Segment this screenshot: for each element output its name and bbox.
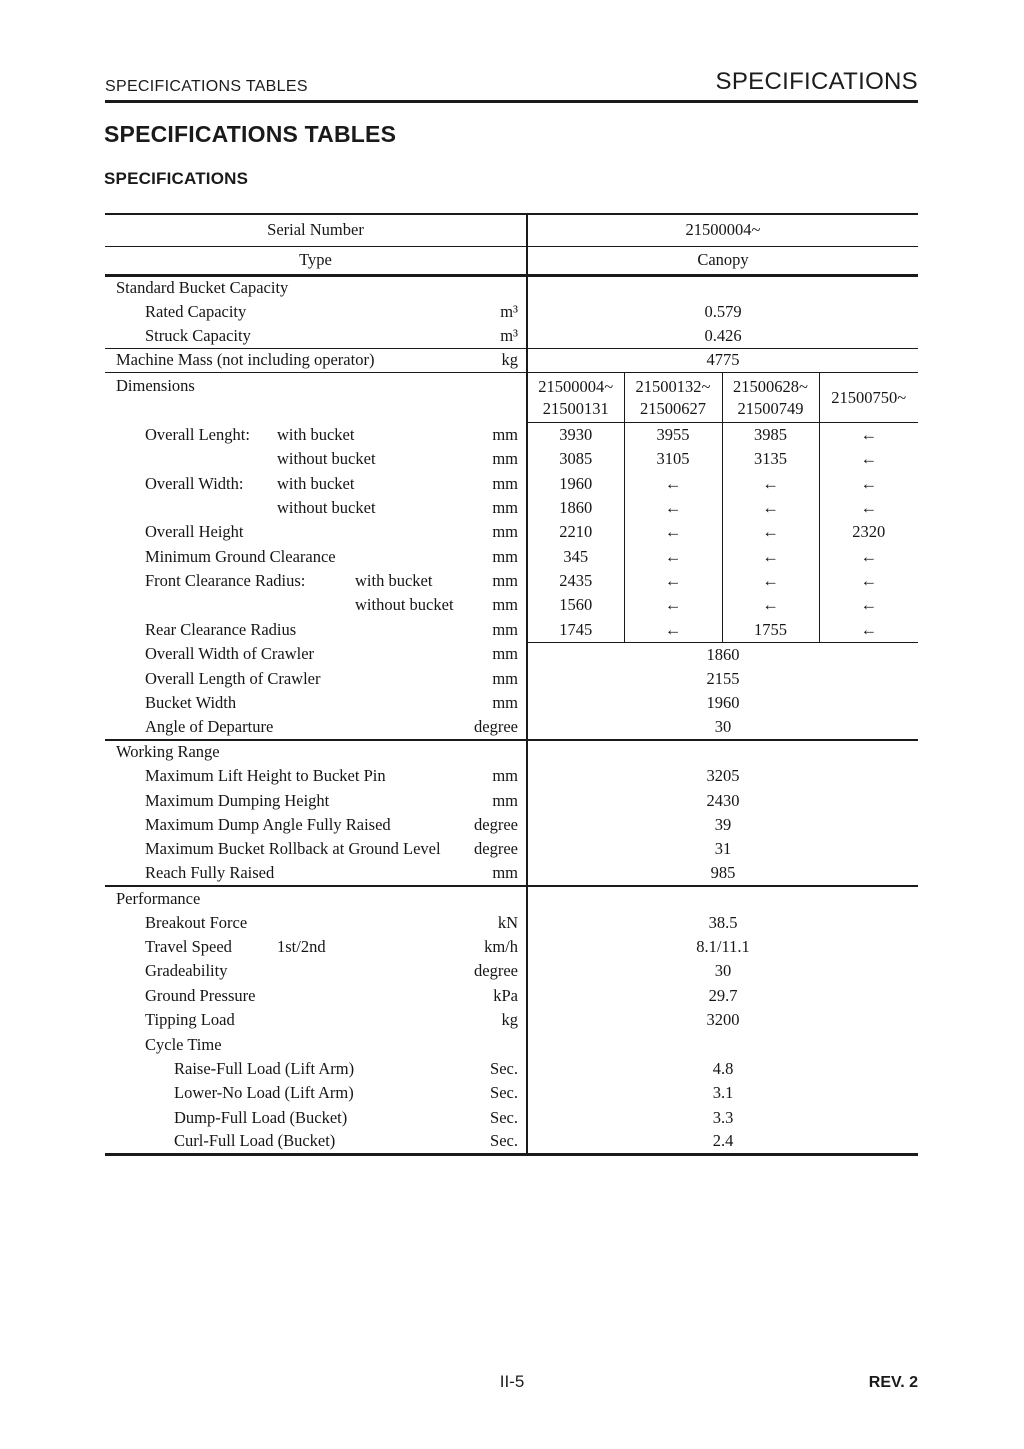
serial-range-line: 21500750~: [831, 387, 907, 407]
value-cell: 30: [527, 959, 918, 983]
value-cell: ←: [624, 569, 722, 593]
row-unit: kPa: [493, 985, 518, 1005]
value-cell: 29.7: [527, 984, 918, 1008]
value-cell: 2435: [527, 569, 624, 593]
row-label-cell: [105, 214, 527, 246]
table-row: [105, 373, 918, 423]
table-row: [105, 299, 918, 323]
row-unit: mm: [492, 522, 518, 542]
value-cell: 3135: [722, 447, 819, 471]
row-sublabel: with bucket: [277, 473, 355, 493]
table-row: [105, 246, 918, 275]
row-sublabel: without bucket: [355, 595, 454, 615]
row-label-cell: [105, 740, 527, 764]
row-label-cell: [105, 423, 527, 447]
value-cell: 0.426: [527, 324, 918, 348]
row-label-cell: [105, 520, 527, 544]
table-row: [105, 324, 918, 348]
value-cell: 1860: [527, 642, 918, 666]
value-cell: 2430: [527, 788, 918, 812]
row-label: Ground Pressure: [145, 985, 256, 1005]
table-row: [105, 935, 918, 959]
row-label: Overall Height: [145, 522, 244, 542]
table-row: [105, 715, 918, 739]
row-sublabel: without bucket: [277, 497, 376, 517]
value-cell: 3105: [624, 447, 722, 471]
row-label-cell: [105, 447, 527, 471]
row-label-cell: [105, 764, 527, 788]
value-cell: 0.579: [527, 299, 918, 323]
row-unit: mm: [492, 449, 518, 469]
row-unit: mm: [492, 863, 518, 883]
table-row: [105, 862, 918, 886]
row-label: Travel Speed: [145, 936, 232, 956]
table-row: [105, 214, 918, 246]
row-label-cell: [105, 862, 527, 886]
value-cell: ←: [624, 593, 722, 617]
value-cell: 38.5: [527, 910, 918, 934]
row-unit: mm: [492, 668, 518, 688]
value-cell: ←: [819, 471, 918, 495]
row-label: Tipping Load: [145, 1010, 235, 1030]
row-label-cell: [105, 246, 527, 275]
table-row: [105, 275, 918, 299]
row-label-cell: [105, 1081, 527, 1105]
row-unit: mm: [492, 595, 518, 615]
row-label: Lower-No Load (Lift Arm): [174, 1083, 354, 1103]
value-cell: ←: [722, 496, 819, 520]
value-cell: ←: [722, 593, 819, 617]
row-unit: m³: [500, 325, 518, 345]
table-row: [105, 1106, 918, 1130]
value-cell: Canopy: [527, 246, 918, 275]
table-row: [105, 447, 918, 471]
row-label: Maximum Dump Angle Fully Raised: [145, 815, 391, 834]
row-unit: mm: [492, 546, 518, 566]
table-row: [105, 1008, 918, 1032]
table-row: [105, 959, 918, 983]
value-cell: 39: [527, 813, 918, 837]
row-label-cell: [105, 984, 527, 1008]
value-cell: ←: [624, 520, 722, 544]
row-unit: mm: [492, 766, 518, 786]
table-row: [105, 666, 918, 690]
row-sublabel: 1st/2nd: [277, 936, 326, 956]
table-row: [105, 1130, 918, 1154]
value-cell: 1560: [527, 593, 624, 617]
value-cell: 1960: [527, 691, 918, 715]
row-label-cell: [105, 593, 527, 617]
value-cell: 2155: [527, 666, 918, 690]
row-unit: mm: [492, 619, 518, 639]
serial-range-cell: [527, 373, 624, 423]
value-cell: 31: [527, 837, 918, 861]
value-cell: ←: [819, 496, 918, 520]
table-row: [105, 984, 918, 1008]
value-cell: 3.1: [527, 1081, 918, 1105]
row-sublabel: without bucket: [277, 449, 376, 469]
row-unit: Sec.: [490, 1083, 518, 1103]
row-label: Overall Length of Crawler: [145, 668, 321, 688]
row-sublabel: with bucket: [355, 571, 433, 591]
row-label: Overall Lenght:: [145, 424, 250, 444]
row-unit: mm: [492, 497, 518, 517]
row-label-cell: [105, 1032, 527, 1056]
value-cell: ←: [819, 423, 918, 447]
value-cell: ←: [624, 471, 722, 495]
value-cell: 3200: [527, 1008, 918, 1032]
row-label: Type: [299, 250, 332, 269]
row-label: Maximum Lift Height to Bucket Pin: [145, 766, 386, 786]
serial-range-line: 21500132~: [635, 376, 711, 396]
value-cell: ←: [722, 569, 819, 593]
row-label-cell: [105, 642, 527, 666]
row-label: Minimum Ground Clearance: [145, 546, 336, 566]
row-label-cell: [105, 545, 527, 569]
row-unit: mm: [492, 473, 518, 493]
table-row: [105, 764, 918, 788]
table-row: [105, 1057, 918, 1081]
row-unit: degree: [474, 716, 518, 736]
value-cell: 4.8: [527, 1057, 918, 1081]
serial-range-line: 21500004~: [538, 376, 614, 396]
row-label-cell: [105, 910, 527, 934]
row-label-cell: [105, 618, 527, 642]
value-cell: 4775: [527, 348, 918, 372]
value-cell: 1860: [527, 496, 624, 520]
row-label: Serial Number: [267, 220, 364, 240]
row-label-cell: [105, 959, 527, 983]
table-row: [105, 813, 918, 837]
row-unit: mm: [492, 571, 518, 591]
value-cell: 2.4: [527, 1130, 918, 1154]
row-label-cell: [105, 813, 527, 837]
row-label-cell: [105, 1130, 527, 1154]
table-row: [105, 886, 918, 910]
row-unit: km/h: [484, 936, 518, 956]
row-label-cell: [105, 1057, 527, 1081]
serial-range-cell: [819, 373, 918, 423]
row-label: Rated Capacity: [145, 301, 247, 321]
table-row: [105, 837, 918, 861]
row-label: Overall Width:: [145, 473, 244, 493]
serial-range-line: 21500628~: [733, 376, 808, 396]
value-cell: 2210: [527, 520, 624, 544]
row-unit: Sec.: [490, 1107, 518, 1127]
table-row: [105, 910, 918, 934]
row-unit: kN: [497, 912, 518, 932]
page-title: SPECIFICATIONS TABLES: [104, 121, 397, 147]
row-label-cell: [105, 324, 527, 348]
row-label-cell: [105, 471, 527, 495]
row-label: Reach Fully Raised: [145, 863, 275, 883]
value-cell: 3985: [722, 423, 819, 447]
value-cell: 8.1/11.1: [527, 935, 918, 959]
row-label-cell: [105, 935, 527, 959]
table-row: [105, 1032, 918, 1056]
table-row: [105, 618, 918, 642]
row-label-cell: [105, 886, 527, 910]
table-row: [105, 471, 918, 495]
table-row: [105, 348, 918, 372]
row-label: Bucket Width: [145, 693, 237, 713]
value-cell: ←: [722, 471, 819, 495]
row-label: Raise-Full Load (Lift Arm): [174, 1058, 355, 1078]
row-label: Dimensions: [116, 376, 195, 396]
row-label-cell: [105, 666, 527, 690]
row-unit: m³: [500, 301, 518, 321]
row-label: Front Clearance Radius:: [145, 571, 306, 591]
row-label-cell: [105, 837, 527, 861]
header-rule: [105, 100, 918, 103]
table-row: [105, 520, 918, 544]
value-cell: 3930: [527, 423, 624, 447]
specifications-table: [105, 213, 918, 1156]
row-unit: mm: [492, 693, 518, 713]
value-cell: 3085: [527, 447, 624, 471]
row-unit: Sec.: [490, 1131, 518, 1151]
row-label-cell: [105, 1008, 527, 1032]
value-cell: 30: [527, 715, 918, 739]
table-row: [105, 788, 918, 812]
row-label-cell: [105, 496, 527, 520]
value-cell: ←: [819, 593, 918, 617]
row-label: Struck Capacity: [145, 325, 251, 345]
row-unit: Sec.: [490, 1058, 518, 1078]
row-label: Machine Mass (not including operator): [116, 350, 375, 370]
table-row: [105, 423, 918, 447]
row-unit: mm: [492, 424, 518, 444]
value-cell: ←: [624, 545, 722, 569]
row-unit: kg: [501, 350, 518, 370]
value-cell: 345: [527, 545, 624, 569]
table-row: [105, 642, 918, 666]
page-subtitle: SPECIFICATIONS: [104, 169, 249, 188]
value-cell: [527, 886, 918, 910]
revision-label: REV. 2: [868, 1374, 918, 1391]
row-unit: kg: [501, 1010, 518, 1030]
row-label-cell: [105, 691, 527, 715]
table-row: [105, 496, 918, 520]
table-row: [105, 1081, 918, 1105]
value-cell: ←: [819, 618, 918, 642]
value-cell: 985: [527, 862, 918, 886]
row-label-cell: [105, 299, 527, 323]
row-label: Working Range: [116, 742, 220, 762]
running-header-right: SPECIFICATIONS: [715, 68, 918, 95]
value-cell: 2320: [819, 520, 918, 544]
serial-range-line: 21500749: [737, 398, 804, 418]
table-row: [105, 593, 918, 617]
value-cell: [527, 1032, 918, 1056]
serial-range-line: 21500131: [542, 398, 609, 418]
value-cell: 3955: [624, 423, 722, 447]
value-cell: ←: [722, 520, 819, 544]
row-label-cell: [105, 348, 527, 372]
row-label: Gradeability: [145, 961, 228, 981]
row-unit: mm: [492, 644, 518, 664]
row-label-cell: [105, 788, 527, 812]
value-cell: 3.3: [527, 1106, 918, 1130]
value-cell: ←: [819, 447, 918, 471]
running-header-left: SPECIFICATIONS TABLES: [105, 78, 308, 95]
row-unit: degree: [474, 839, 518, 859]
row-sublabel: with bucket: [277, 424, 355, 444]
row-unit: degree: [474, 961, 518, 981]
row-label: Cycle Time: [145, 1034, 222, 1054]
row-unit: mm: [492, 790, 518, 810]
row-label: Overall Width of Crawler: [145, 644, 315, 664]
row-label: Angle of Departure: [145, 716, 274, 736]
row-label: Curl-Full Load (Bucket): [174, 1131, 336, 1151]
table-row: [105, 740, 918, 764]
serial-range-line: 21500627: [640, 398, 706, 418]
table-row: [105, 691, 918, 715]
value-cell: 1745: [527, 618, 624, 642]
row-label: Standard Bucket Capacity: [116, 277, 289, 297]
value-cell: 3205: [527, 764, 918, 788]
row-label-cell: [105, 569, 527, 593]
row-label-cell: [105, 715, 527, 739]
row-unit: degree: [474, 815, 518, 834]
value-cell: ←: [819, 569, 918, 593]
row-label: Performance: [116, 888, 201, 908]
row-label: Maximum Dumping Height: [145, 790, 330, 810]
table-row: [105, 545, 918, 569]
value-cell: [527, 740, 918, 764]
row-label-cell: [105, 275, 527, 299]
row-label: Dump-Full Load (Bucket): [174, 1107, 348, 1127]
value-cell: 21500004~: [527, 214, 918, 246]
value-cell: [527, 275, 918, 299]
row-label: Maximum Bucket Rollback at Ground Level: [145, 839, 441, 859]
page-number: II-5: [499, 1372, 525, 1391]
value-cell: 1960: [527, 471, 624, 495]
value-cell: ←: [819, 545, 918, 569]
serial-range-cell: [624, 373, 722, 423]
table-row: [105, 569, 918, 593]
row-label: Breakout Force: [145, 912, 248, 932]
value-cell: ←: [624, 496, 722, 520]
value-cell: ←: [624, 618, 722, 642]
row-label: Rear Clearance Radius: [145, 619, 297, 639]
value-cell: ←: [722, 545, 819, 569]
serial-range-cell: [722, 373, 819, 423]
row-label-cell: [105, 373, 527, 423]
value-cell: 1755: [722, 618, 819, 642]
row-label-cell: [105, 1106, 527, 1130]
